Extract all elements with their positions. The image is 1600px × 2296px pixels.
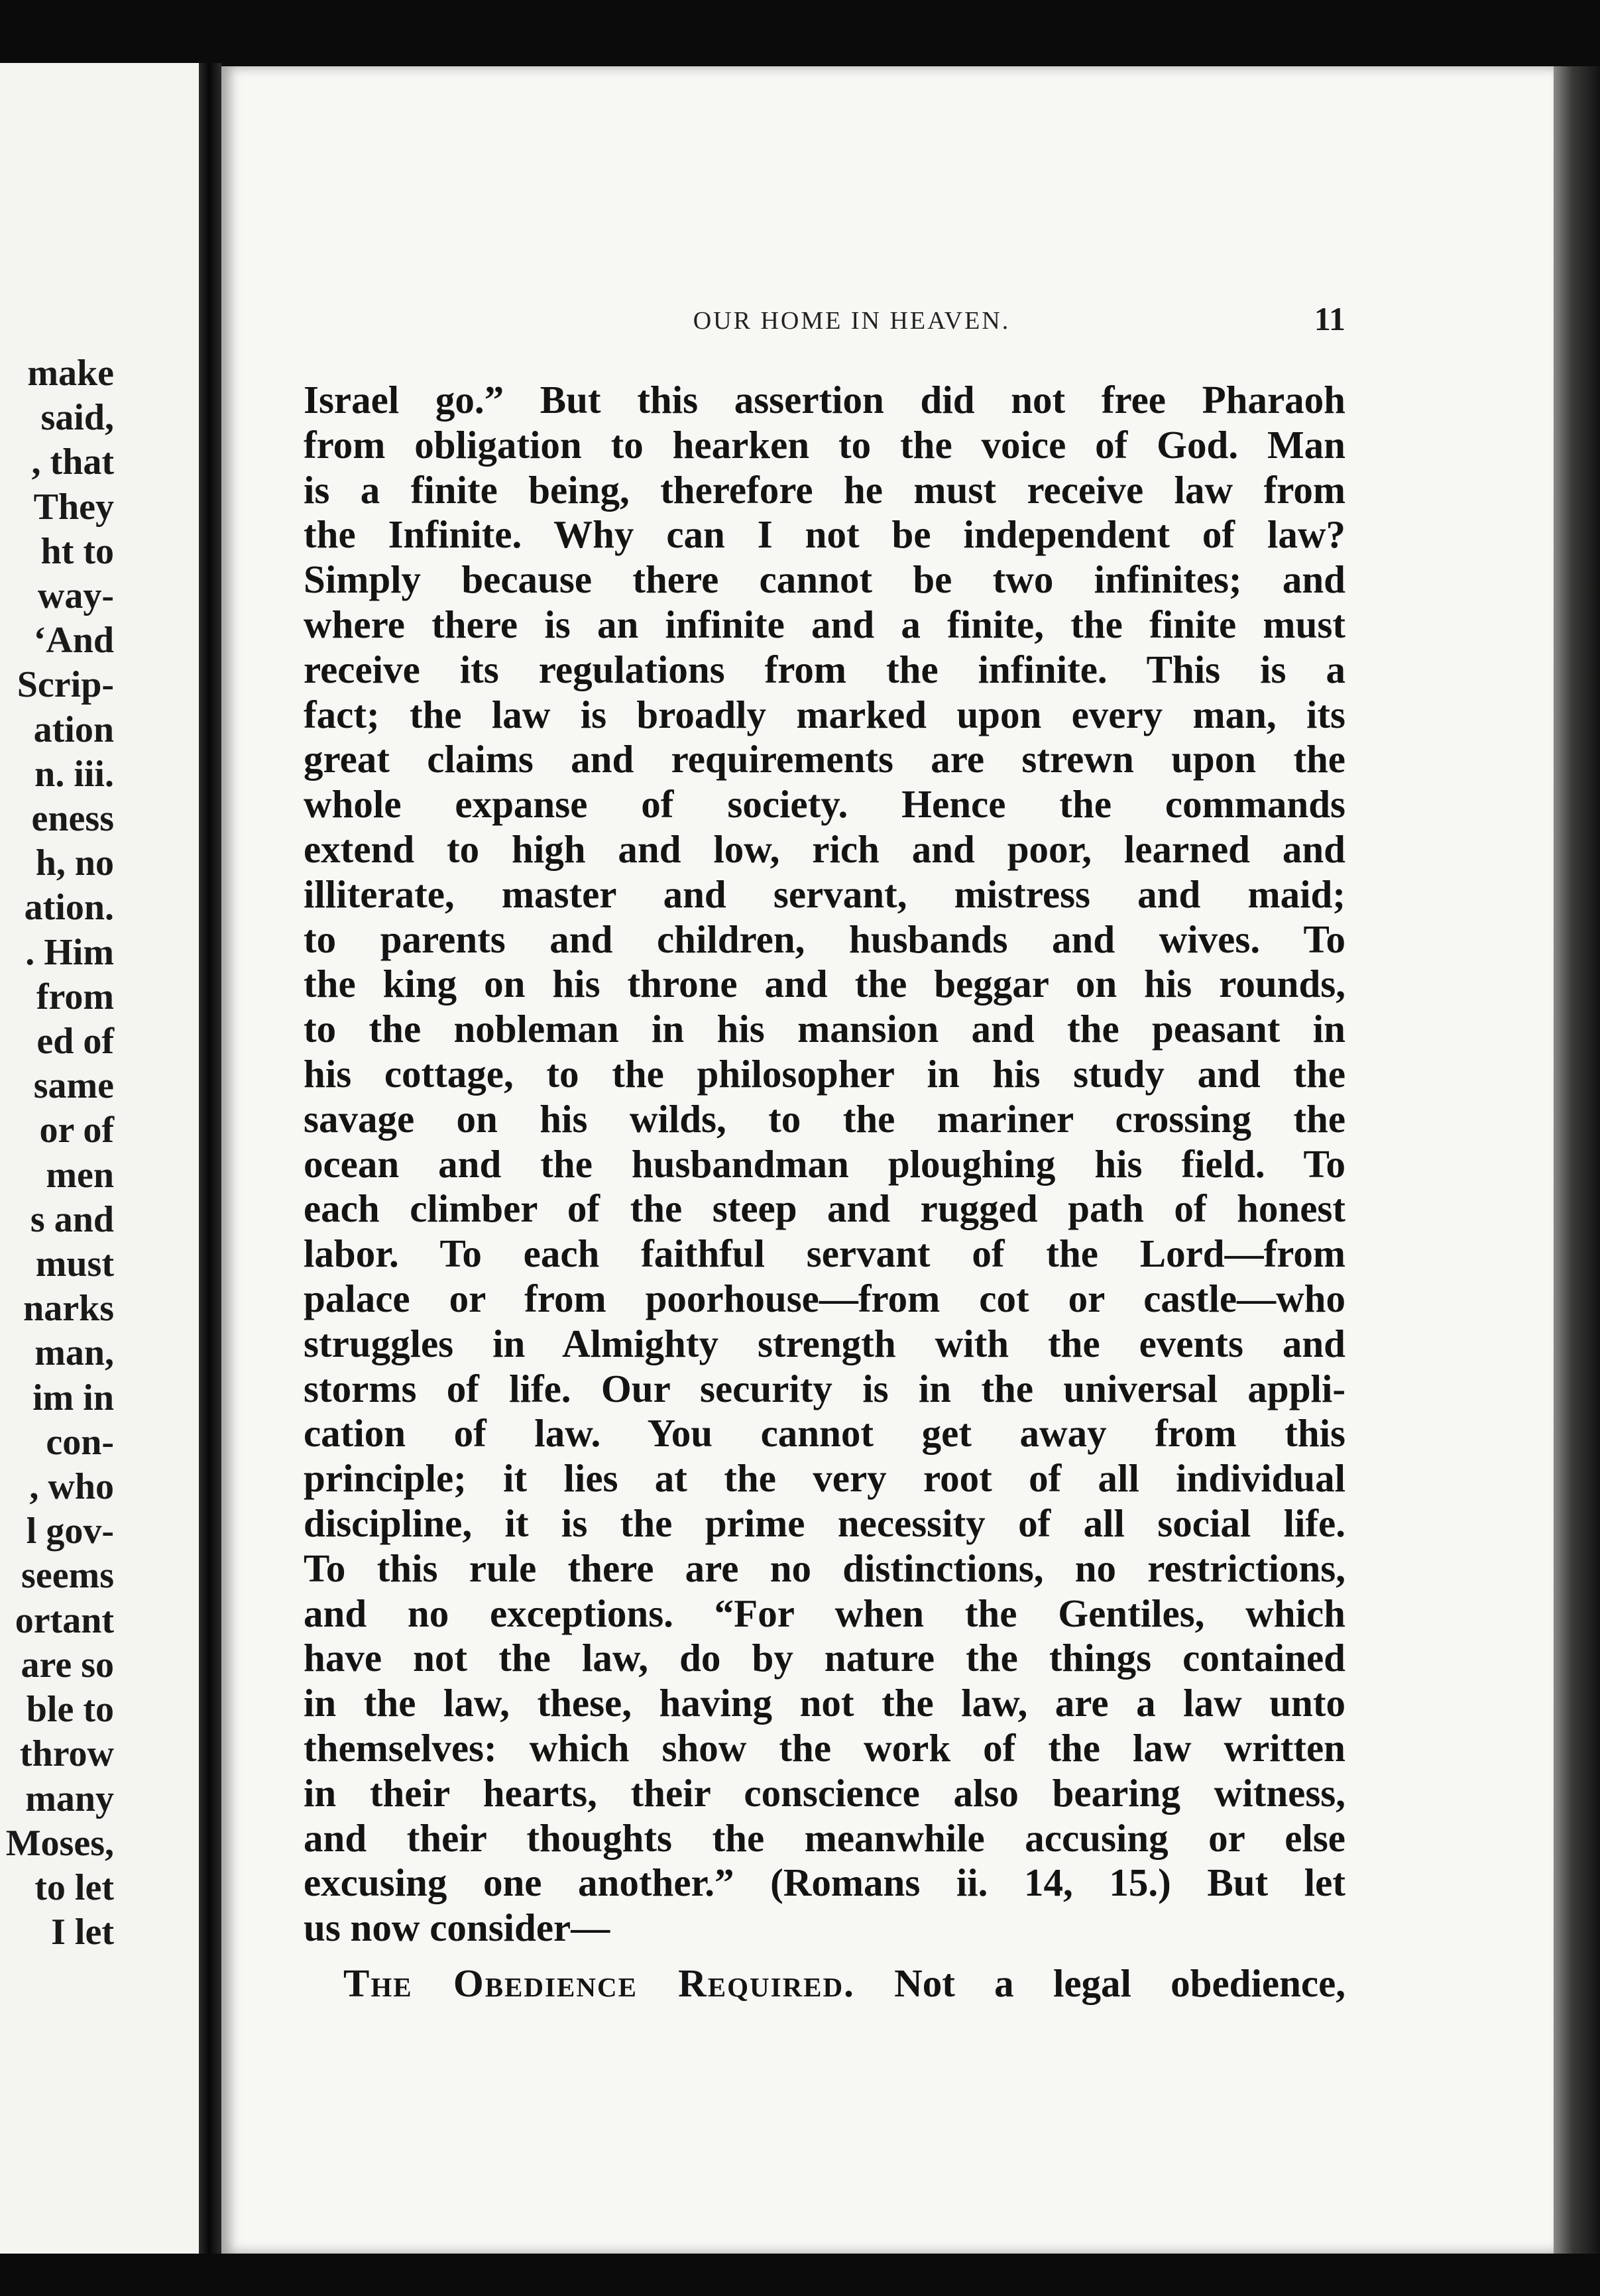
left-line-fragment: ble to [26,1689,114,1731]
left-line-fragment: ht to [40,530,114,572]
text-line: labor. To each faithful servant of the Lord—from [304,1232,1345,1276]
text-line: to parents and children, husbands and wives. To [304,917,1345,961]
left-line-fragment: eness [31,798,114,840]
left-line-fragment: way- [37,575,114,617]
scan-top-border [0,0,1600,73]
text-line: each climber of the steep and rugged path of honest [304,1186,1345,1231]
text-line: the Infinite. Why can I not be independent of law? [304,512,1345,557]
text-line: Israel go.” But this assertion did not free Pharaoh [304,378,1345,422]
paragraph-lines [304,378,1345,1951]
text-line: and no exceptions. “For when the Gentiles, which [304,1591,1345,1635]
text-line: his cottage, to the philosopher in his study and the [304,1051,1345,1096]
section-text: Not a legal obedience, [894,1961,1346,2005]
text-line: excusing one another.” (Romans ii. 14, 15.) But let [304,1861,1345,1905]
left-line-fragment: men [46,1154,114,1196]
left-line-fragment: ation. [24,887,114,929]
left-line-fragment: , that [31,441,114,483]
text-line: in the law, these, having not the law, are a law unto [304,1681,1345,1725]
text-line: illiterate, master and servant, mistress and maid; [304,872,1345,916]
left-line-fragment: must [35,1243,114,1285]
left-line-fragment: seems [21,1555,114,1597]
left-page-text [0,351,114,1955]
left-line-fragment: I let [51,1912,114,1953]
text-line: Simply because there cannot be two infinites; and [304,557,1345,602]
text-line: To this rule there are no distinctions, no restrictions, [304,1546,1345,1590]
text-line: the king on his throne and the beggar on his rounds, [304,962,1345,1006]
left-line-fragment: ed of [36,1021,114,1062]
left-line-fragment: im in [32,1377,114,1418]
text-line: extend to high and low, rich and poor, learned and [304,827,1345,871]
text-line: have not the law, do by nature the things contained [304,1636,1345,1680]
left-line-fragment: ortant [15,1599,114,1641]
section-line [304,1961,1345,2006]
left-line-fragment: same [33,1065,114,1107]
section-heading: The Obedience Required. [343,1961,855,2005]
text-line: ocean and the husbandman ploughing his field. To [304,1141,1345,1186]
body-text [304,378,1345,2006]
text-line: us now consider— [304,1906,610,1950]
left-line-fragment: man, [34,1332,114,1374]
left-line-fragment: They [33,486,114,528]
left-line-fragment: con- [46,1421,114,1463]
left-line-fragment: make [27,353,114,394]
left-line-fragment: or of [39,1110,114,1151]
left-line-fragment: n. iii. [34,753,114,795]
left-line-fragment: said, [40,397,114,439]
left-line-fragment: , who [29,1466,114,1508]
left-line-fragment: ‘And [33,620,114,661]
scan-bottom-border [0,2254,1600,2296]
left-line-fragment: from [36,976,114,1017]
text-line: struggles in Almighty strength with the events and [304,1321,1345,1365]
text-line: savage on his wilds, to the mariner crossing the [304,1096,1345,1141]
text-line: from obligation to hearken to the voice of God. Man [304,422,1345,467]
text-line: fact; the law is broadly marked upon every man, its [304,692,1345,736]
text-line: and their thoughts the meanwhile accusing or else [304,1815,1345,1860]
text-line: to the nobleman in his mansion and the peasant in [304,1007,1345,1051]
left-line-fragment: . Him [25,931,114,973]
left-line-fragment: Scrip- [17,664,114,706]
text-line: great claims and requirements are strewn upon the [304,737,1345,781]
left-line-fragment: h, no [35,842,114,884]
text-line: storms of life. Our security is in the universal appli- [304,1366,1345,1410]
text-line: whole expanse of society. Hence the commands [304,782,1345,827]
page-number: 11 [1314,300,1345,337]
left-line-fragment: ation [33,709,114,750]
left-line-fragment: to let [34,1866,114,1908]
left-line-fragment: Moses, [5,1822,114,1864]
text-line: discipline, it is the prime necessity of all social life. [304,1501,1345,1545]
text-line: palace or from poorhouse—from cot or castle—who [304,1276,1345,1320]
left-line-fragment: throw [19,1733,114,1775]
left-line-fragment: l gov- [26,1511,114,1552]
text-line: receive its regulations from the infinite. This is a [304,647,1345,691]
left-line-fragment: many [25,1778,114,1819]
text-line: cation of law. You cannot get away from this [304,1411,1345,1456]
running-head: OUR HOME IN HEAVEN. [693,307,1011,335]
left-line-fragment: s and [30,1198,114,1240]
text-line: is a finite being, therefore he must receive law from [304,467,1345,512]
text-line: where there is an infinite and a finite, the finite must [304,602,1345,646]
text-line: principle; it lies at the very root of all individual [304,1456,1345,1501]
page-edge-shadow [1554,66,1600,2254]
left-line-fragment: narks [23,1288,114,1330]
text-line: themselves: which show the work of the law written [304,1725,1345,1770]
left-page-fragment [0,63,199,2254]
left-line-fragment: are so [21,1644,114,1686]
text-line: in their hearts, their conscience also bearing witness, [304,1770,1345,1815]
book-gutter [199,63,221,2254]
